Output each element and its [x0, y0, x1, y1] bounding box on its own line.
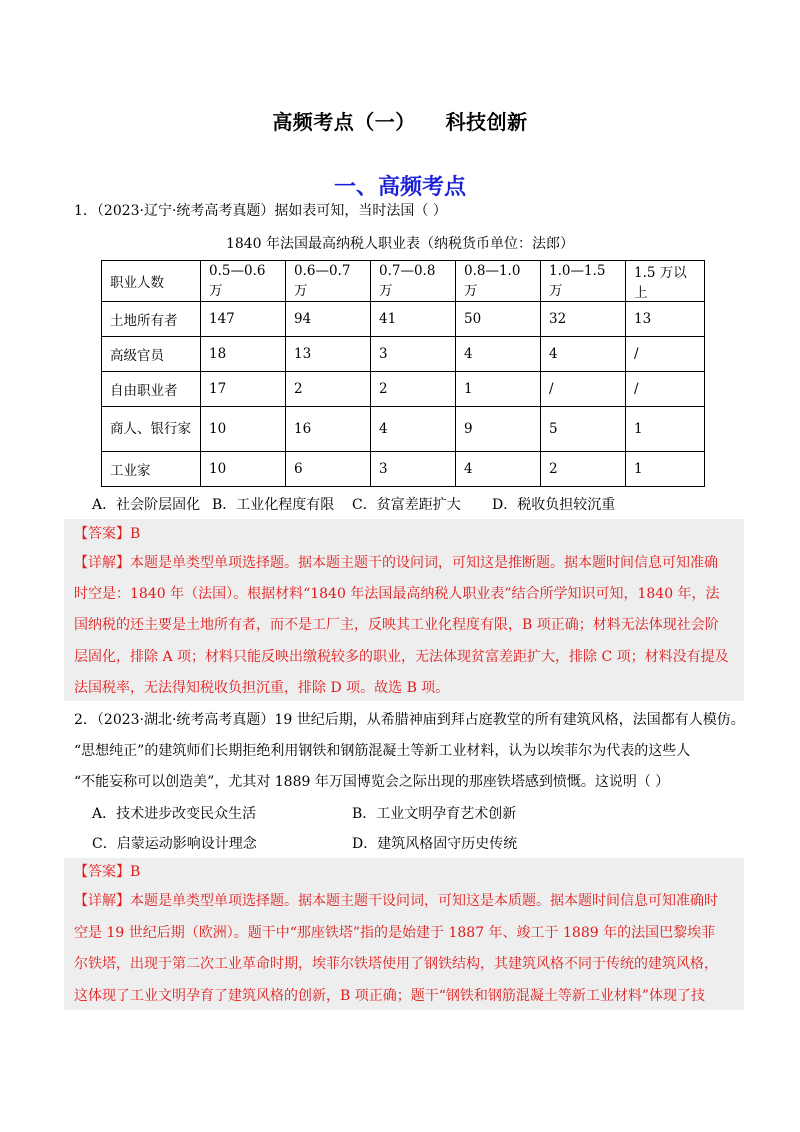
q1-stem: 1．（2023·辽宁·统考高考真题）据如表可知，当时法国（ ） — [74, 203, 447, 219]
q2-option-c: C．启蒙运动影响设计理念 — [92, 836, 257, 852]
tax-table — [101, 260, 705, 487]
table-row — [102, 337, 705, 372]
table-header-cell: 0.7—0.8 万 — [371, 261, 456, 302]
table-cell: / — [626, 337, 705, 372]
table-row — [102, 302, 705, 337]
table-cell: 4 — [456, 452, 541, 487]
table-cell: 2 — [541, 452, 626, 487]
q2-answer: 【答案】B — [74, 864, 141, 880]
q2-stem-line: “不能妄称可以创造美”，尤其对 1889 年万国博览会之际出现的那座铁塔感到愤慨。这说明（ ） — [74, 774, 670, 790]
q1-detail-line: 法国税率，无法得知税收负担沉重，排除 D 项。故选 B 项。 — [74, 680, 450, 696]
q1-detail-line: 层固化，排除 A 项；材料只能反映出缴税较多的职业，无法体现贫富差距扩大，排除 C 项；材料没有提及 — [74, 649, 729, 665]
table-cell: 3 — [371, 337, 456, 372]
table-header-cell: 职业人数 — [102, 261, 201, 302]
table-cell: 5 — [541, 407, 626, 452]
table-cell: 41 — [371, 302, 456, 337]
table-cell: 1 — [626, 452, 705, 487]
q2-option-b: B．工业文明孕育艺术创新 — [352, 806, 517, 822]
q2-stem-line: “思想纯正”的建筑师们长期拒绝利用钢铁和钢筋混凝土等新工业材料，认为以埃菲尔为代表的这些人 — [74, 743, 691, 759]
table-cell: 13 — [286, 337, 371, 372]
table-cell: 1 — [456, 372, 541, 407]
table-row — [102, 372, 705, 407]
table-cell: 土地所有者 — [102, 302, 201, 337]
table-cell: 3 — [371, 452, 456, 487]
table-cell: 工业家 — [102, 452, 201, 487]
table-cell: 2 — [286, 372, 371, 407]
page-title: 高频考点（一） 科技创新 — [272, 110, 528, 134]
table-cell: 商人、银行家 — [102, 407, 201, 452]
q2-detail-line: 尔铁塔，出现于第二次工业革命时期，埃菲尔铁塔使用了钢铁结构，其建筑风格不同于传统的建筑风格， — [74, 956, 718, 972]
table-cell: 9 — [456, 407, 541, 452]
table-header-cell: 0.8—1.0 万 — [456, 261, 541, 302]
table-cell: 10 — [201, 452, 286, 487]
table-cell: 13 — [626, 302, 705, 337]
table-cell: 4 — [541, 337, 626, 372]
q1-option-d: D．税收负担较沉重 — [492, 497, 616, 513]
table-cell: 1 — [626, 407, 705, 452]
q2-option-a: A．技术进步改变民众生活 — [92, 806, 257, 822]
table-caption: 1840 年法国最高纳税人职业表（纳税货币单位：法郎） — [225, 236, 575, 252]
table-cell: 50 — [456, 302, 541, 337]
table-cell: 32 — [541, 302, 626, 337]
table-cell: 自由职业者 — [102, 372, 201, 407]
table-cell: / — [626, 372, 705, 407]
table-cell: 2 — [371, 372, 456, 407]
table-cell: 10 — [201, 407, 286, 452]
table-cell: 6 — [286, 452, 371, 487]
q1-detail-line: 【详解】本题是单类型单项选择题。据本题主题干的设问词，可知这是推断题。据本题时间信息可知准确 — [74, 555, 718, 571]
table-cell: 4 — [371, 407, 456, 452]
table-header-cell: 0.6—0.7 万 — [286, 261, 371, 302]
table-cell: 147 — [201, 302, 286, 337]
table-cell: 4 — [456, 337, 541, 372]
table-cell: 17 — [201, 372, 286, 407]
q2-stem-line: 2．（2023·湖北·统考高考真题）19 世纪后期，从希腊神庙到拜占庭教堂的所有建筑风格，法国都有人模仿。 — [74, 712, 745, 728]
table-cell: 94 — [286, 302, 371, 337]
table-cell: / — [541, 372, 626, 407]
q2-detail-line: 这体现了工业文明孕育了建筑风格的创新，B 项正确；题干“钢铁和钢筋混凝土等新工业材料”体现了技 — [74, 988, 706, 1004]
table-header-cell: 1.5 万以上 — [626, 261, 705, 302]
table-header-cell: 1.0—1.5 万 — [541, 261, 626, 302]
q1-detail-line: 国纳税的还主要是土地所有者，而不是工厂主，反映其工业化程度有限，B 项正确；材料无法体现社会阶 — [74, 617, 719, 633]
q2-detail-line: 【详解】本题是单类型单项选择题。据本题主题干设问词，可知这是本质题。据本题时间信息可知准确时 — [74, 893, 718, 909]
table-row — [102, 407, 705, 452]
section-heading: 一、高频考点 — [333, 175, 466, 200]
q2-detail-line: 空是 19 世纪后期（欧洲）。题干中“那座铁塔”指的是始建于 1887 年、竣工于 1889 年的法国巴黎埃菲 — [74, 925, 716, 941]
table-cell: 18 — [201, 337, 286, 372]
q1-answer: 【答案】B — [74, 526, 141, 542]
q1-option-c: C．贫富差距扩大 — [352, 497, 461, 513]
table-cell: 高级官员 — [102, 337, 201, 372]
q1-answer-box — [64, 519, 744, 701]
table-cell: 16 — [286, 407, 371, 452]
q1-option-a: A．社会阶层固化 — [92, 497, 201, 513]
q1-option-b: B．工业化程度有限 — [212, 497, 335, 513]
q1-detail-line: 时空是：1840 年（法国）。根据材料“1840 年法国最高纳税人职业表”结合所学知识可知，1840 年，法 — [74, 586, 720, 602]
table-header-cell: 0.5—0.6 万 — [201, 261, 286, 302]
table-row — [102, 452, 705, 487]
q2-option-d: D．建筑风格固守历史传统 — [352, 836, 518, 852]
table-header-row — [102, 261, 705, 302]
